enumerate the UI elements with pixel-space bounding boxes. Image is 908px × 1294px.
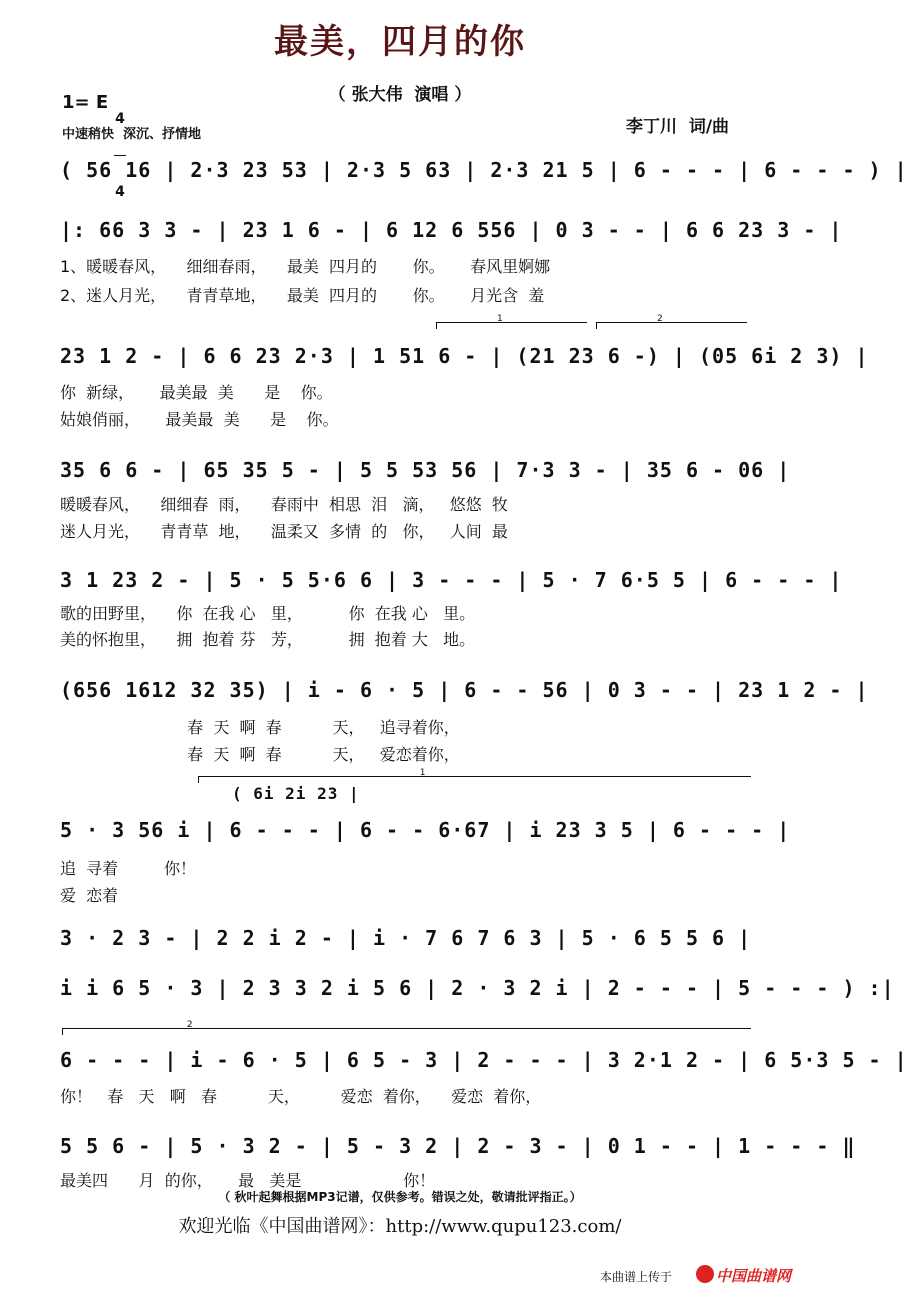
author-credit: 李丁川 词/曲 xyxy=(626,117,730,137)
site-logo[interactable] xyxy=(696,1262,792,1286)
notation-row-1: ( 56 16 | 2·3 23 53 | 2·3 5 63 | 2·3 21 5 | 6 - - - | 6 - - - ) | xyxy=(60,158,908,182)
lyric-line: 你！ 春 天 啊 春 天， 爱恋 着你， 爱恋 着你， xyxy=(60,1087,542,1106)
notation-row-9: i i 6 5 · 3 | 2 3 3 2 i 5 6 | 2 · 3 2 i | 2 - - - | 5 - - - ) :| xyxy=(60,976,895,1000)
lyric-line: 春 天 啊 春 天， 追寻着你， xyxy=(60,718,460,737)
tempo-marking: 中速稍快 深沉、抒情地 xyxy=(62,127,202,142)
notation-row-7: 5 · 3 56 i | 6 - - - | 6 - - 6·67 | i 23 3 5 | 6 - - - | xyxy=(60,818,791,842)
key-signature: 1= E xyxy=(62,92,109,113)
lyric-line: 春 天 啊 春 天， 爱恋着你， xyxy=(60,745,460,764)
notation-row-8: 3 · 2 3 - | 2 2 i 2 - | i · 7 6 7 6 3 | 5 · 6 5 5 6 | xyxy=(60,926,752,950)
lyric-line: 歌的田野里， 你 在我 心 里， 你 在我 心 里。 xyxy=(60,604,476,623)
volta-bracket-2b: 2 xyxy=(62,1028,751,1035)
volta-bracket-1: 1 xyxy=(436,322,587,329)
time-bottom: 4 xyxy=(115,184,125,200)
notation-row-11: 5 5 6 - | 5 · 3 2 - | 5 - 3 2 | 2 - 3 - | 0 1 - - | 1 - - - ‖ xyxy=(60,1134,856,1158)
lyric-line: 爱 恋着 xyxy=(60,886,119,905)
notation-row-6: (656 1612 32 35) | i - 6 · 5 | 6 - - 56 | 0 3 - - | 23 1 2 - | xyxy=(60,678,869,702)
notation-row-2: |: 66 3 3 - | 23 1 6 - | 6 12 6 556 | 0 3 - - | 6 6 23 3 - | xyxy=(60,218,843,242)
lyric-line: 姑娘俏丽， 最美最 美 是 你。 xyxy=(60,410,339,429)
time-signature xyxy=(114,84,126,213)
time-top: 4 xyxy=(115,111,125,127)
logo-icon xyxy=(696,1265,714,1283)
lyric-line: 你 新绿， 最美最 美 是 你。 xyxy=(60,383,333,402)
upload-label: 本曲谱上传于 xyxy=(600,1270,673,1284)
performer-subtitle: （ 张大伟 演唱 ） xyxy=(328,85,472,105)
lyric-line: 美的怀抱里， 拥 抱着 芬 芳， 拥 抱着 大 地。 xyxy=(60,630,476,649)
notation-row-4: 35 6 6 - | 65 35 5 - | 5 5 53 56 | 7·3 3 - | 35 6 - 06 | xyxy=(60,458,791,482)
notation-row-3: 23 1 2 - | 6 6 23 2·3 | 1 51 6 - | (21 23 6 -) | (05 6i 2 3) | xyxy=(60,344,869,368)
lyric-line: 1、暖暖春风， 细细春雨， 最美 四月的 你。 春风里婀娜 xyxy=(60,257,551,276)
notation-row-5: 3 1 23 2 - | 5 · 5 5·6 6 | 3 - - - | 5 · 7 6·5 5 | 6 - - - | xyxy=(60,568,843,592)
lyric-line: 追 寻着 你！ xyxy=(60,859,196,878)
time-divider xyxy=(114,155,126,156)
alternate-phrase: ( 6i 2i 23 | xyxy=(232,784,360,803)
lyric-line: 迷人月光， 青青草 地， 温柔又 多情 的 你， 人间 最 xyxy=(60,522,508,541)
volta-bracket-1b: 1 xyxy=(198,776,751,783)
volta-bracket-2: 2 xyxy=(596,322,747,329)
transcription-note: （ 秋叶起舞根据MP3记谱，仅供参考。错误之处，敬请批评指正。） xyxy=(218,1190,582,1204)
logo-text: 中国曲谱网 xyxy=(716,1267,792,1285)
site-welcome-link[interactable]: 欢迎光临《中国曲谱网》：http://www.qupu123.com/ xyxy=(178,1216,622,1237)
lyric-line: 暖暖春风， 细细春 雨， 春雨中 相思 泪 滴， 悠悠 牧 xyxy=(60,495,508,514)
page-title: 最美，四月的你 xyxy=(274,22,526,62)
notation-row-10: 6 - - - | i - 6 · 5 | 6 5 - 3 | 2 - - - | 3 2·1 2 - | 6 5·3 5 - | xyxy=(60,1048,908,1072)
lyric-line: 2、迷人月光， 青青草地， 最美 四月的 你。 月光含 羞 xyxy=(60,286,545,305)
lyric-line: 最美四 月 的你， 最 美是 你！ xyxy=(60,1171,436,1190)
